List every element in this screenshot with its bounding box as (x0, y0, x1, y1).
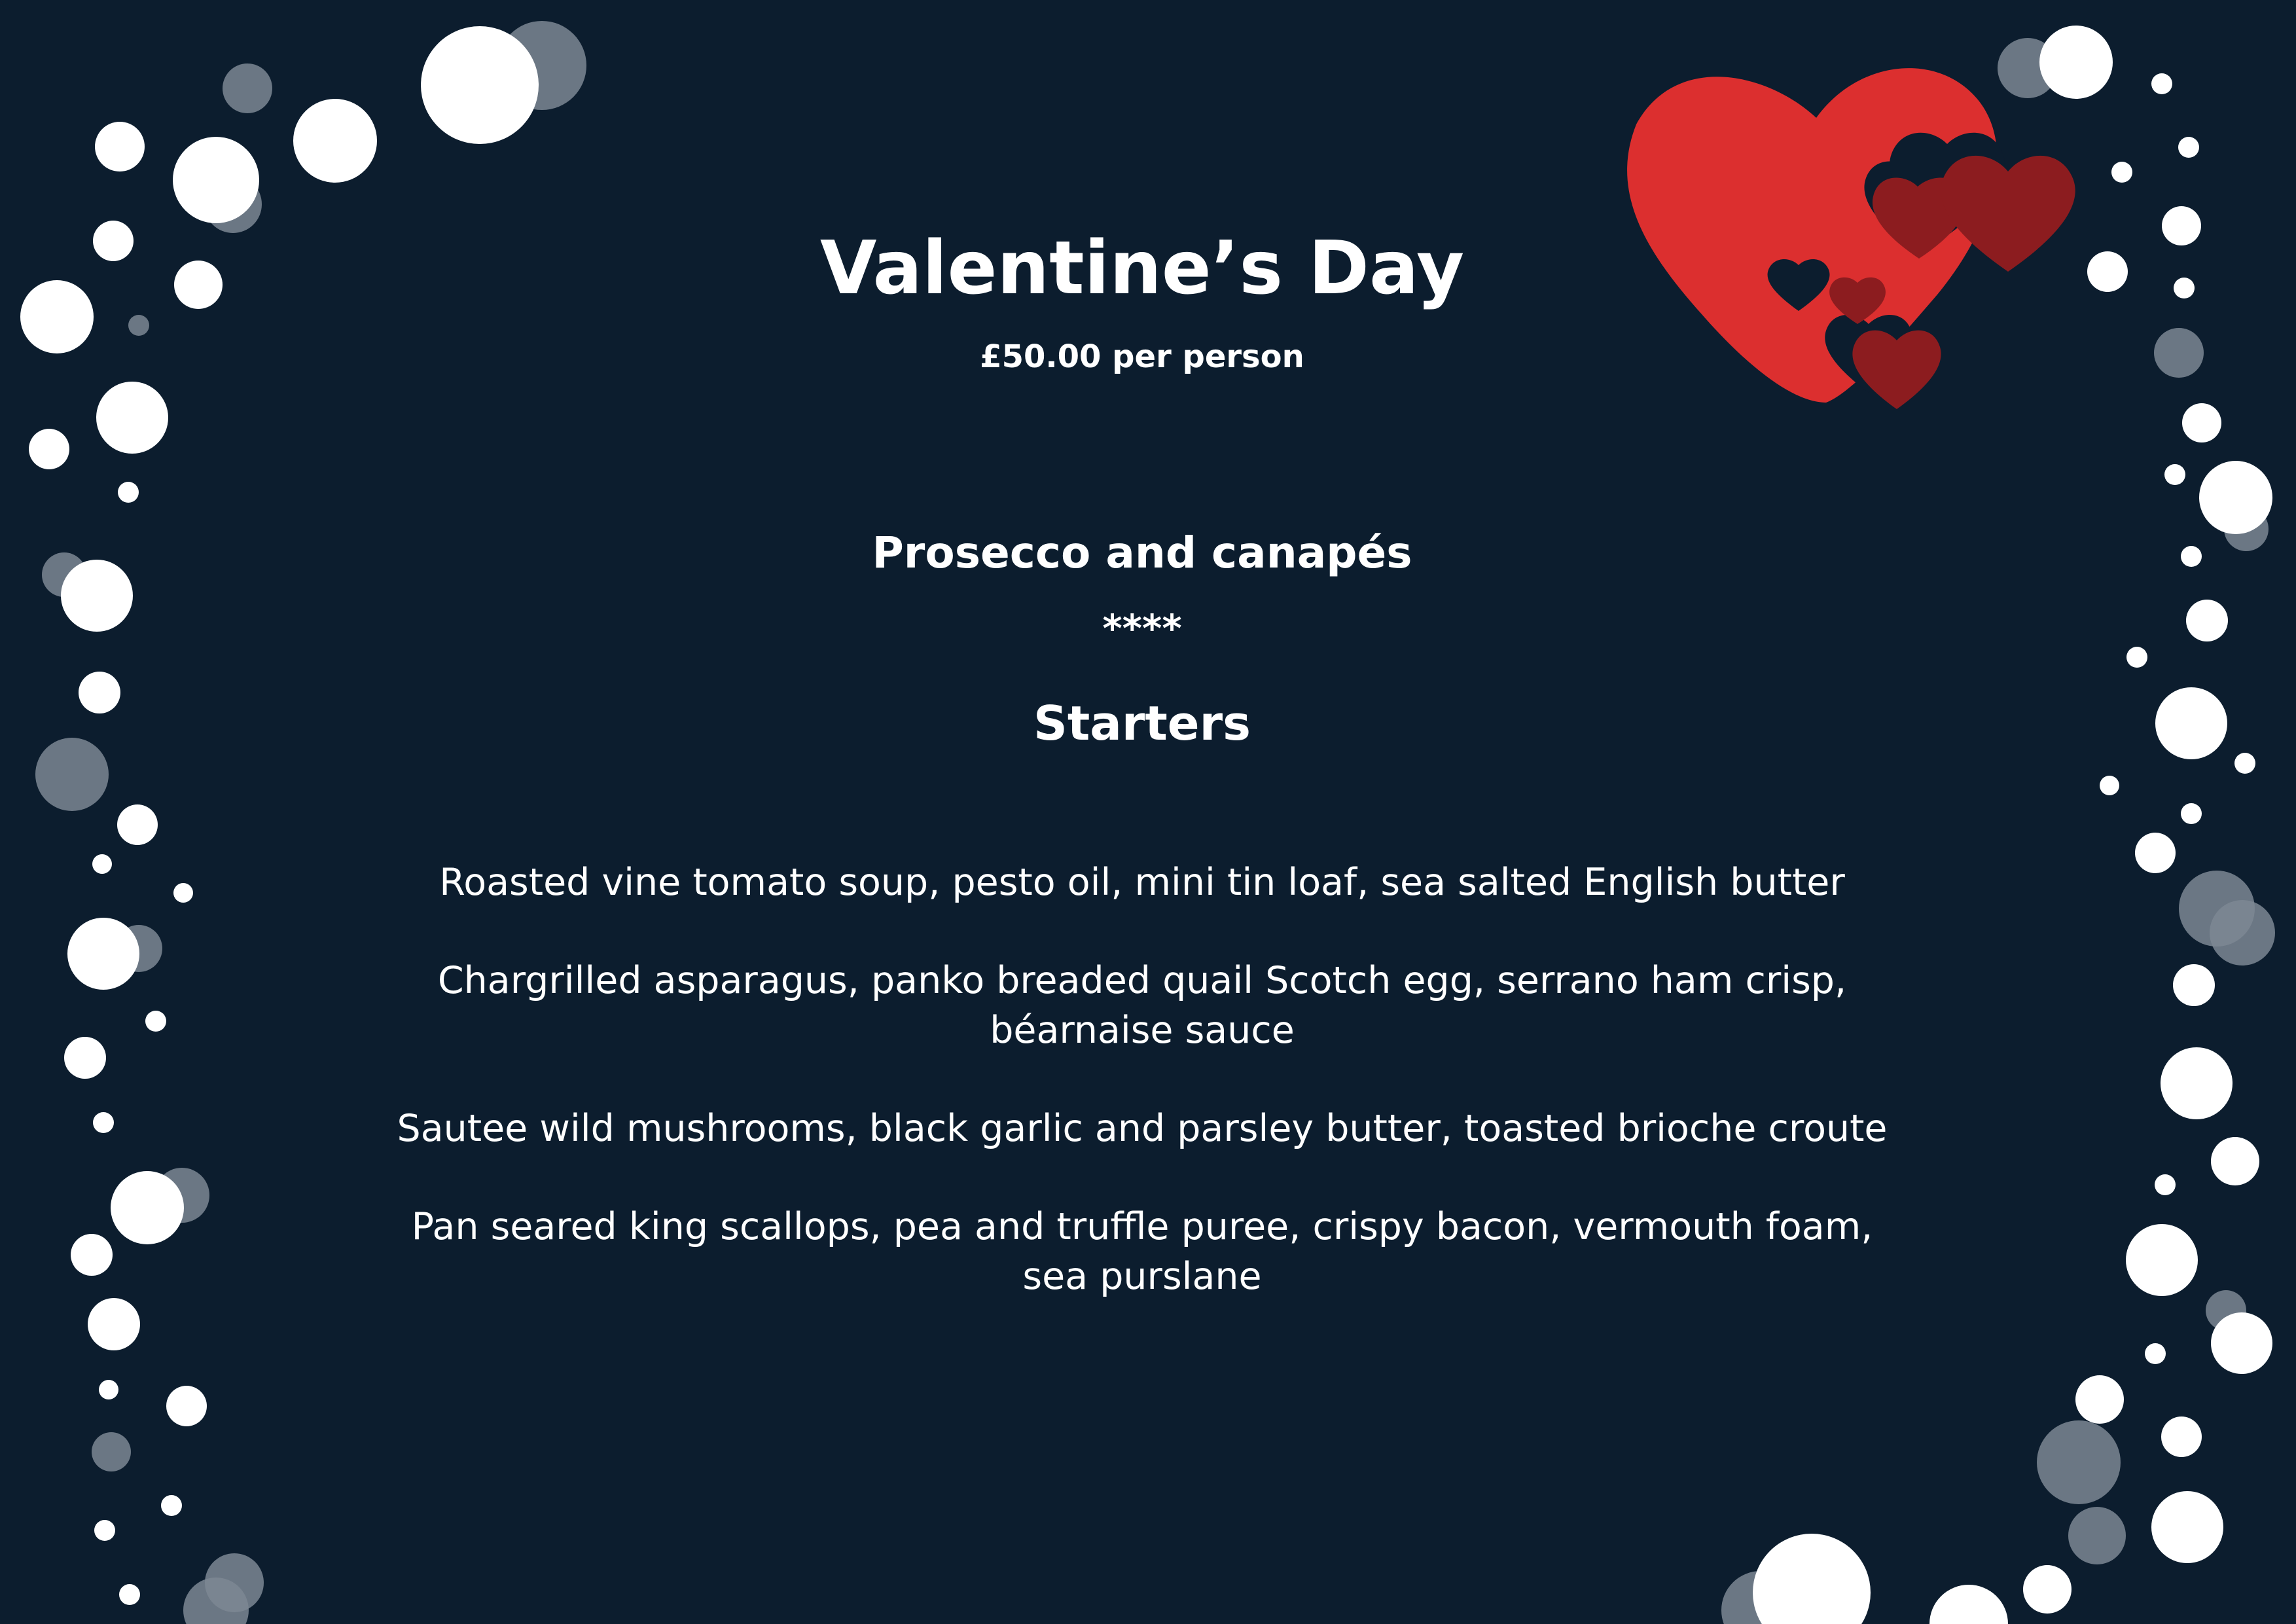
menu-price: £50.00 per person (980, 338, 1304, 375)
course-heading: Starters (1033, 696, 1251, 751)
dish-item: Roasted vine tomato soup, pesto oil, mini tin loaf, sea salted English butter (439, 861, 1845, 904)
dish-item: Chargrilled asparagus, panko breaded quail Scotch egg, serrano ham crisp, béarnaise sauce (437, 959, 1847, 1052)
reception-heading: Prosecco and canapés (872, 528, 1412, 578)
dish-item: Pan seared king scallops, pea and truffle puree, crispy bacon, vermouth foam, sea purslane (411, 1205, 1873, 1298)
course-divider: **** (1102, 606, 1182, 651)
dish-list (353, 857, 1931, 1350)
page-title: Valentine’s Day (819, 226, 1465, 311)
dish-item: Sautee wild mushrooms, black garlic and parsley butter, toasted brioche croute (397, 1107, 1888, 1150)
